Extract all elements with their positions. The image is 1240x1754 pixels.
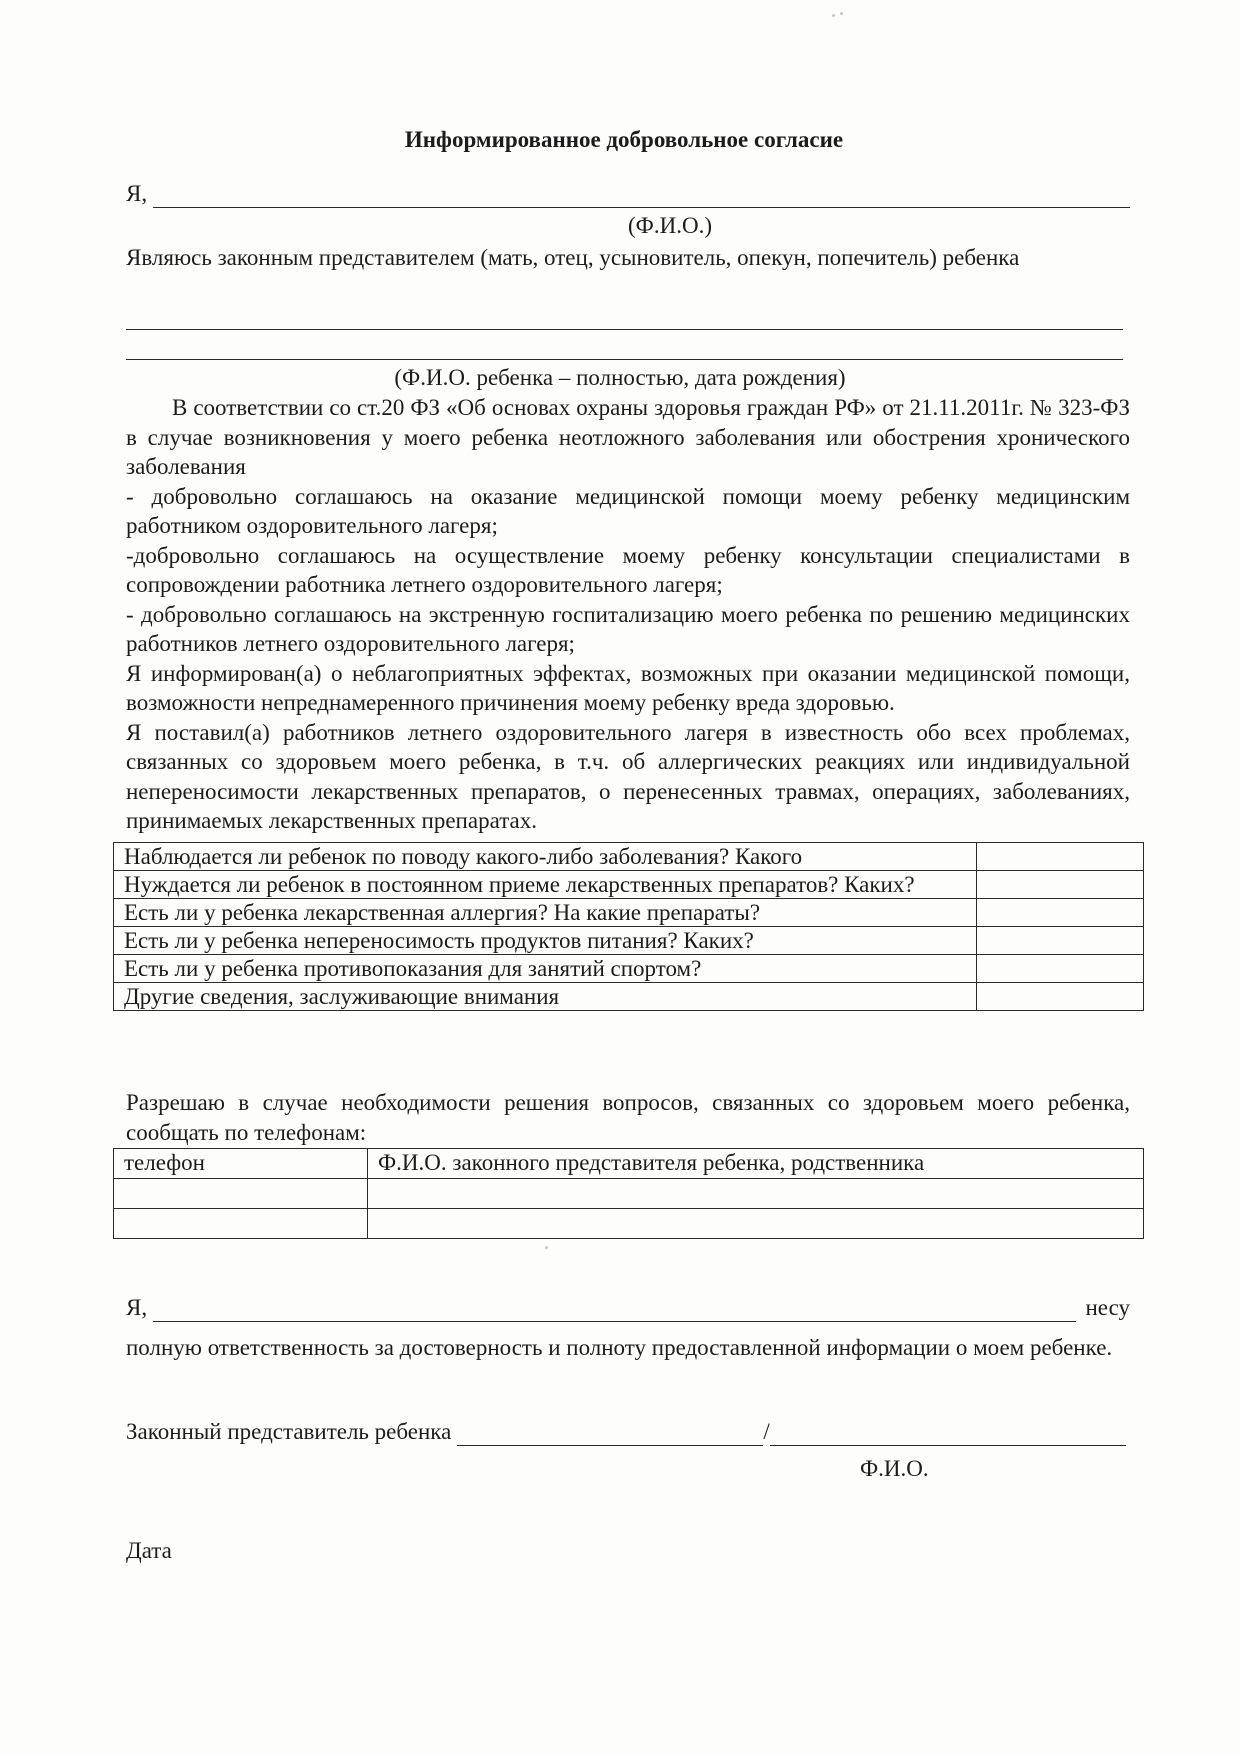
- table-row: [114, 1209, 1144, 1239]
- table-row: [114, 927, 1144, 955]
- child-name-field-2[interactable]: [126, 337, 1123, 360]
- name-cell[interactable]: [368, 1209, 1144, 1239]
- phone-column-header: телефон: [114, 1149, 368, 1179]
- name-cell[interactable]: [368, 1179, 1144, 1209]
- document-title: Информированное добровольное согласие: [404, 127, 844, 152]
- question-cell: Наблюдается ли ребенок по поводу какого-либо заболевания? Какого: [114, 843, 977, 871]
- responsibility-prefix: Я,: [126, 1295, 148, 1320]
- parent-name-field[interactable]: [153, 185, 1130, 208]
- table-row: [114, 871, 1144, 899]
- responsibility-suffix: несу: [1085, 1295, 1130, 1320]
- answer-cell[interactable]: [977, 983, 1144, 1011]
- table-row: [114, 983, 1144, 1011]
- answer-cell[interactable]: [977, 899, 1144, 927]
- consent-paragraph: В соответствии со ст.20 ФЗ «Об основах охраны здоровья граждан РФ» от 21.11.2011г. № 323-ФЗ в случае возникновения у моего ребенка неотложного заболевания или обострения хронического заболевания: [126, 395, 1130, 479]
- question-cell: Другие сведения, заслуживающие внимания: [114, 983, 977, 1011]
- parent-prefix: Я,: [126, 181, 148, 206]
- question-cell: Есть ли у ребенка непереносимость продуктов питания? Каких?: [114, 927, 977, 955]
- scan-speck: [832, 14, 835, 17]
- name-column-header: Ф.И.О. законного представителя ребенка, родственника: [368, 1149, 1144, 1179]
- signature-caption: Ф.И.О.: [860, 1456, 929, 1481]
- table-row: [114, 1179, 1144, 1209]
- signature-label: Законный представитель ребенка: [126, 1419, 452, 1444]
- child-name-caption: (Ф.И.О. ребенка – полностью, дата рождения): [394, 365, 846, 390]
- responsibility-row: [126, 1294, 1130, 1322]
- phone-cell[interactable]: [114, 1209, 368, 1239]
- consent-paragraph: - добровольно соглашаюсь на экстренную госпитализацию моего ребенка по решению медицинских работников летнего оздоровительного лагеря;: [126, 601, 1130, 656]
- responsibility-name-field[interactable]: [153, 1299, 1075, 1322]
- answer-cell[interactable]: [977, 871, 1144, 899]
- table-header-row: [114, 1149, 1144, 1179]
- question-cell: Нуждается ли ребенок в постоянном приеме лекарственных препаратов? Каких?: [114, 871, 977, 899]
- parent-name-row: [126, 180, 1130, 208]
- question-cell: Есть ли у ребенка противопоказания для занятий спортом?: [114, 955, 977, 983]
- date-label: Дата: [126, 1538, 172, 1563]
- consent-paragraph: -добровольно соглашаюсь на осуществление моему ребенку консультации специалистами в сопровождении работника летнего оздоровительного лагеря;: [126, 542, 1130, 597]
- consent-text: [126, 393, 1130, 836]
- parent-name-caption: (Ф.И.О.): [628, 213, 712, 238]
- answer-cell[interactable]: [977, 927, 1144, 955]
- answer-cell[interactable]: [977, 955, 1144, 983]
- question-cell: Есть ли у ребенка лекарственная аллергия? На какие препараты?: [114, 899, 977, 927]
- health-questions-table: [113, 842, 1144, 1011]
- contact-table: [113, 1148, 1144, 1239]
- signature-row: [126, 1418, 1126, 1446]
- signature-field[interactable]: [457, 1423, 763, 1446]
- table-row: [114, 899, 1144, 927]
- table-row: [114, 843, 1144, 871]
- table-row: [114, 955, 1144, 983]
- signature-name-field[interactable]: [770, 1423, 1126, 1446]
- scan-speck: [545, 1246, 548, 1249]
- scan-speck: [840, 12, 843, 15]
- contact-intro: Разрешаю в случае необходимости решения вопросов, связанных со здоровьем моего ребенка, сообщать по телефонам:: [126, 1090, 1130, 1145]
- responsibility-text: полную ответственность за достоверность и полноту предоставленной информации о моем ребенке.: [126, 1335, 1113, 1360]
- consent-paragraph: Я поставил(а) работников летнего оздоровительного лагеря в известность обо всех проблемах, связанных со здоровьем моего ребенка, в т.ч. об аллергических реакциях или индивидуальной непереносимости лекарственных препаратов, о перенесенных травмах, операциях, заболеваниях, принимаемых лекарственных препаратах.: [126, 719, 1130, 833]
- representative-text: Являюсь законным представителем (мать, отец, усыновитель, опекун, попечитель) ребенка: [126, 245, 1020, 270]
- signature-separator: /: [763, 1419, 770, 1444]
- consent-paragraph: Я информирован(а) о неблагоприятных эффектах, возможных при оказании медицинской помощи, возможности непреднамеренного причинения моему ребенку вреда здоровью.: [126, 660, 1130, 715]
- consent-paragraph: - добровольно соглашаюсь на оказание медицинской помощи моему ребенку медицинским работником оздоровительного лагеря;: [126, 483, 1130, 538]
- answer-cell[interactable]: [977, 843, 1144, 871]
- child-name-field-1[interactable]: [126, 307, 1123, 330]
- phone-cell[interactable]: [114, 1179, 368, 1209]
